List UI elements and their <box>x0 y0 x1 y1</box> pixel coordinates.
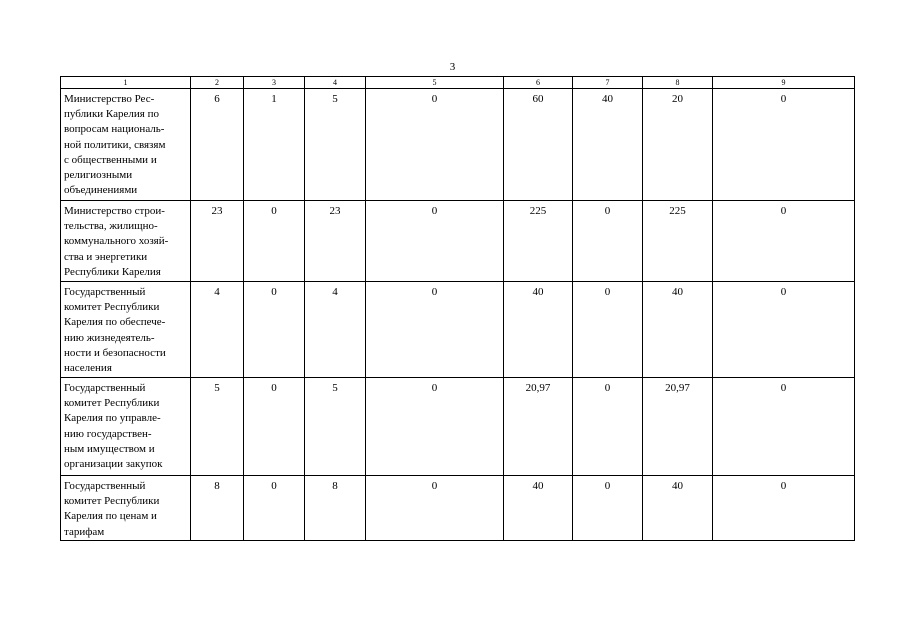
table-cell: 8 <box>305 476 366 541</box>
table-cell: 225 <box>504 201 573 282</box>
column-number: 1 <box>61 77 191 89</box>
table-cell: 20,97 <box>643 378 713 476</box>
table-cell: 0 <box>366 378 504 476</box>
column-number-row <box>61 77 855 89</box>
column-number: 7 <box>573 77 643 89</box>
table-cell: 0 <box>713 378 855 476</box>
organization-name: Государственный комитет Республики Карелия по управле- нию государствен- ным имуществом и организации закупок <box>61 378 191 476</box>
table-cell: 0 <box>366 89 504 201</box>
table-cell: 40 <box>643 282 713 378</box>
table-cell: 0 <box>713 201 855 282</box>
column-number: 5 <box>366 77 504 89</box>
table-row <box>61 282 855 378</box>
table-cell: 60 <box>504 89 573 201</box>
table-cell: 0 <box>573 282 643 378</box>
table-cell: 23 <box>305 201 366 282</box>
table-cell: 0 <box>244 378 305 476</box>
table-cell: 0 <box>713 476 855 541</box>
table-cell: 0 <box>366 201 504 282</box>
table-cell: 0 <box>366 282 504 378</box>
column-number: 2 <box>191 77 244 89</box>
organization-name: Министерство Рес- публики Карелия по вопросам националь- ной политики, связям с общественными и религиозными объединениями <box>61 89 191 201</box>
table-cell: 5 <box>305 89 366 201</box>
column-number: 8 <box>643 77 713 89</box>
table-row <box>61 476 855 541</box>
table-cell: 6 <box>191 89 244 201</box>
table-cell: 0 <box>366 476 504 541</box>
table-cell: 0 <box>244 201 305 282</box>
table-row <box>61 201 855 282</box>
table-row <box>61 378 855 476</box>
table-cell: 40 <box>504 282 573 378</box>
column-number: 3 <box>244 77 305 89</box>
table-row <box>61 89 855 201</box>
table-cell: 0 <box>244 476 305 541</box>
table-cell: 40 <box>643 476 713 541</box>
table-cell: 0 <box>713 282 855 378</box>
table-cell: 23 <box>191 201 244 282</box>
table-cell: 0 <box>713 89 855 201</box>
data-table <box>60 76 855 541</box>
table-cell: 40 <box>504 476 573 541</box>
organization-name: Государственный комитет Республики Карелия по ценам и тарифам <box>61 476 191 541</box>
table-cell: 5 <box>191 378 244 476</box>
table-cell: 5 <box>305 378 366 476</box>
organization-name: Государственный комитет Республики Карелия по обеспече- нию жизнедеятель- ности и безопасности населения <box>61 282 191 378</box>
table-cell: 0 <box>573 378 643 476</box>
column-number: 9 <box>713 77 855 89</box>
table-cell: 4 <box>305 282 366 378</box>
table-cell: 1 <box>244 89 305 201</box>
table-cell: 20 <box>643 89 713 201</box>
table-cell: 0 <box>573 476 643 541</box>
table-cell: 40 <box>573 89 643 201</box>
page-number: 3 <box>449 61 456 73</box>
table-cell: 8 <box>191 476 244 541</box>
organization-name: Министерство строи- тельства, жилищно- коммунального хозяй- ства и энергетики Республики Карелия <box>61 201 191 282</box>
column-number: 6 <box>504 77 573 89</box>
table-cell: 0 <box>573 201 643 282</box>
table-cell: 4 <box>191 282 244 378</box>
table-cell: 20,97 <box>504 378 573 476</box>
table-cell: 225 <box>643 201 713 282</box>
column-number: 4 <box>305 77 366 89</box>
table-cell: 0 <box>244 282 305 378</box>
